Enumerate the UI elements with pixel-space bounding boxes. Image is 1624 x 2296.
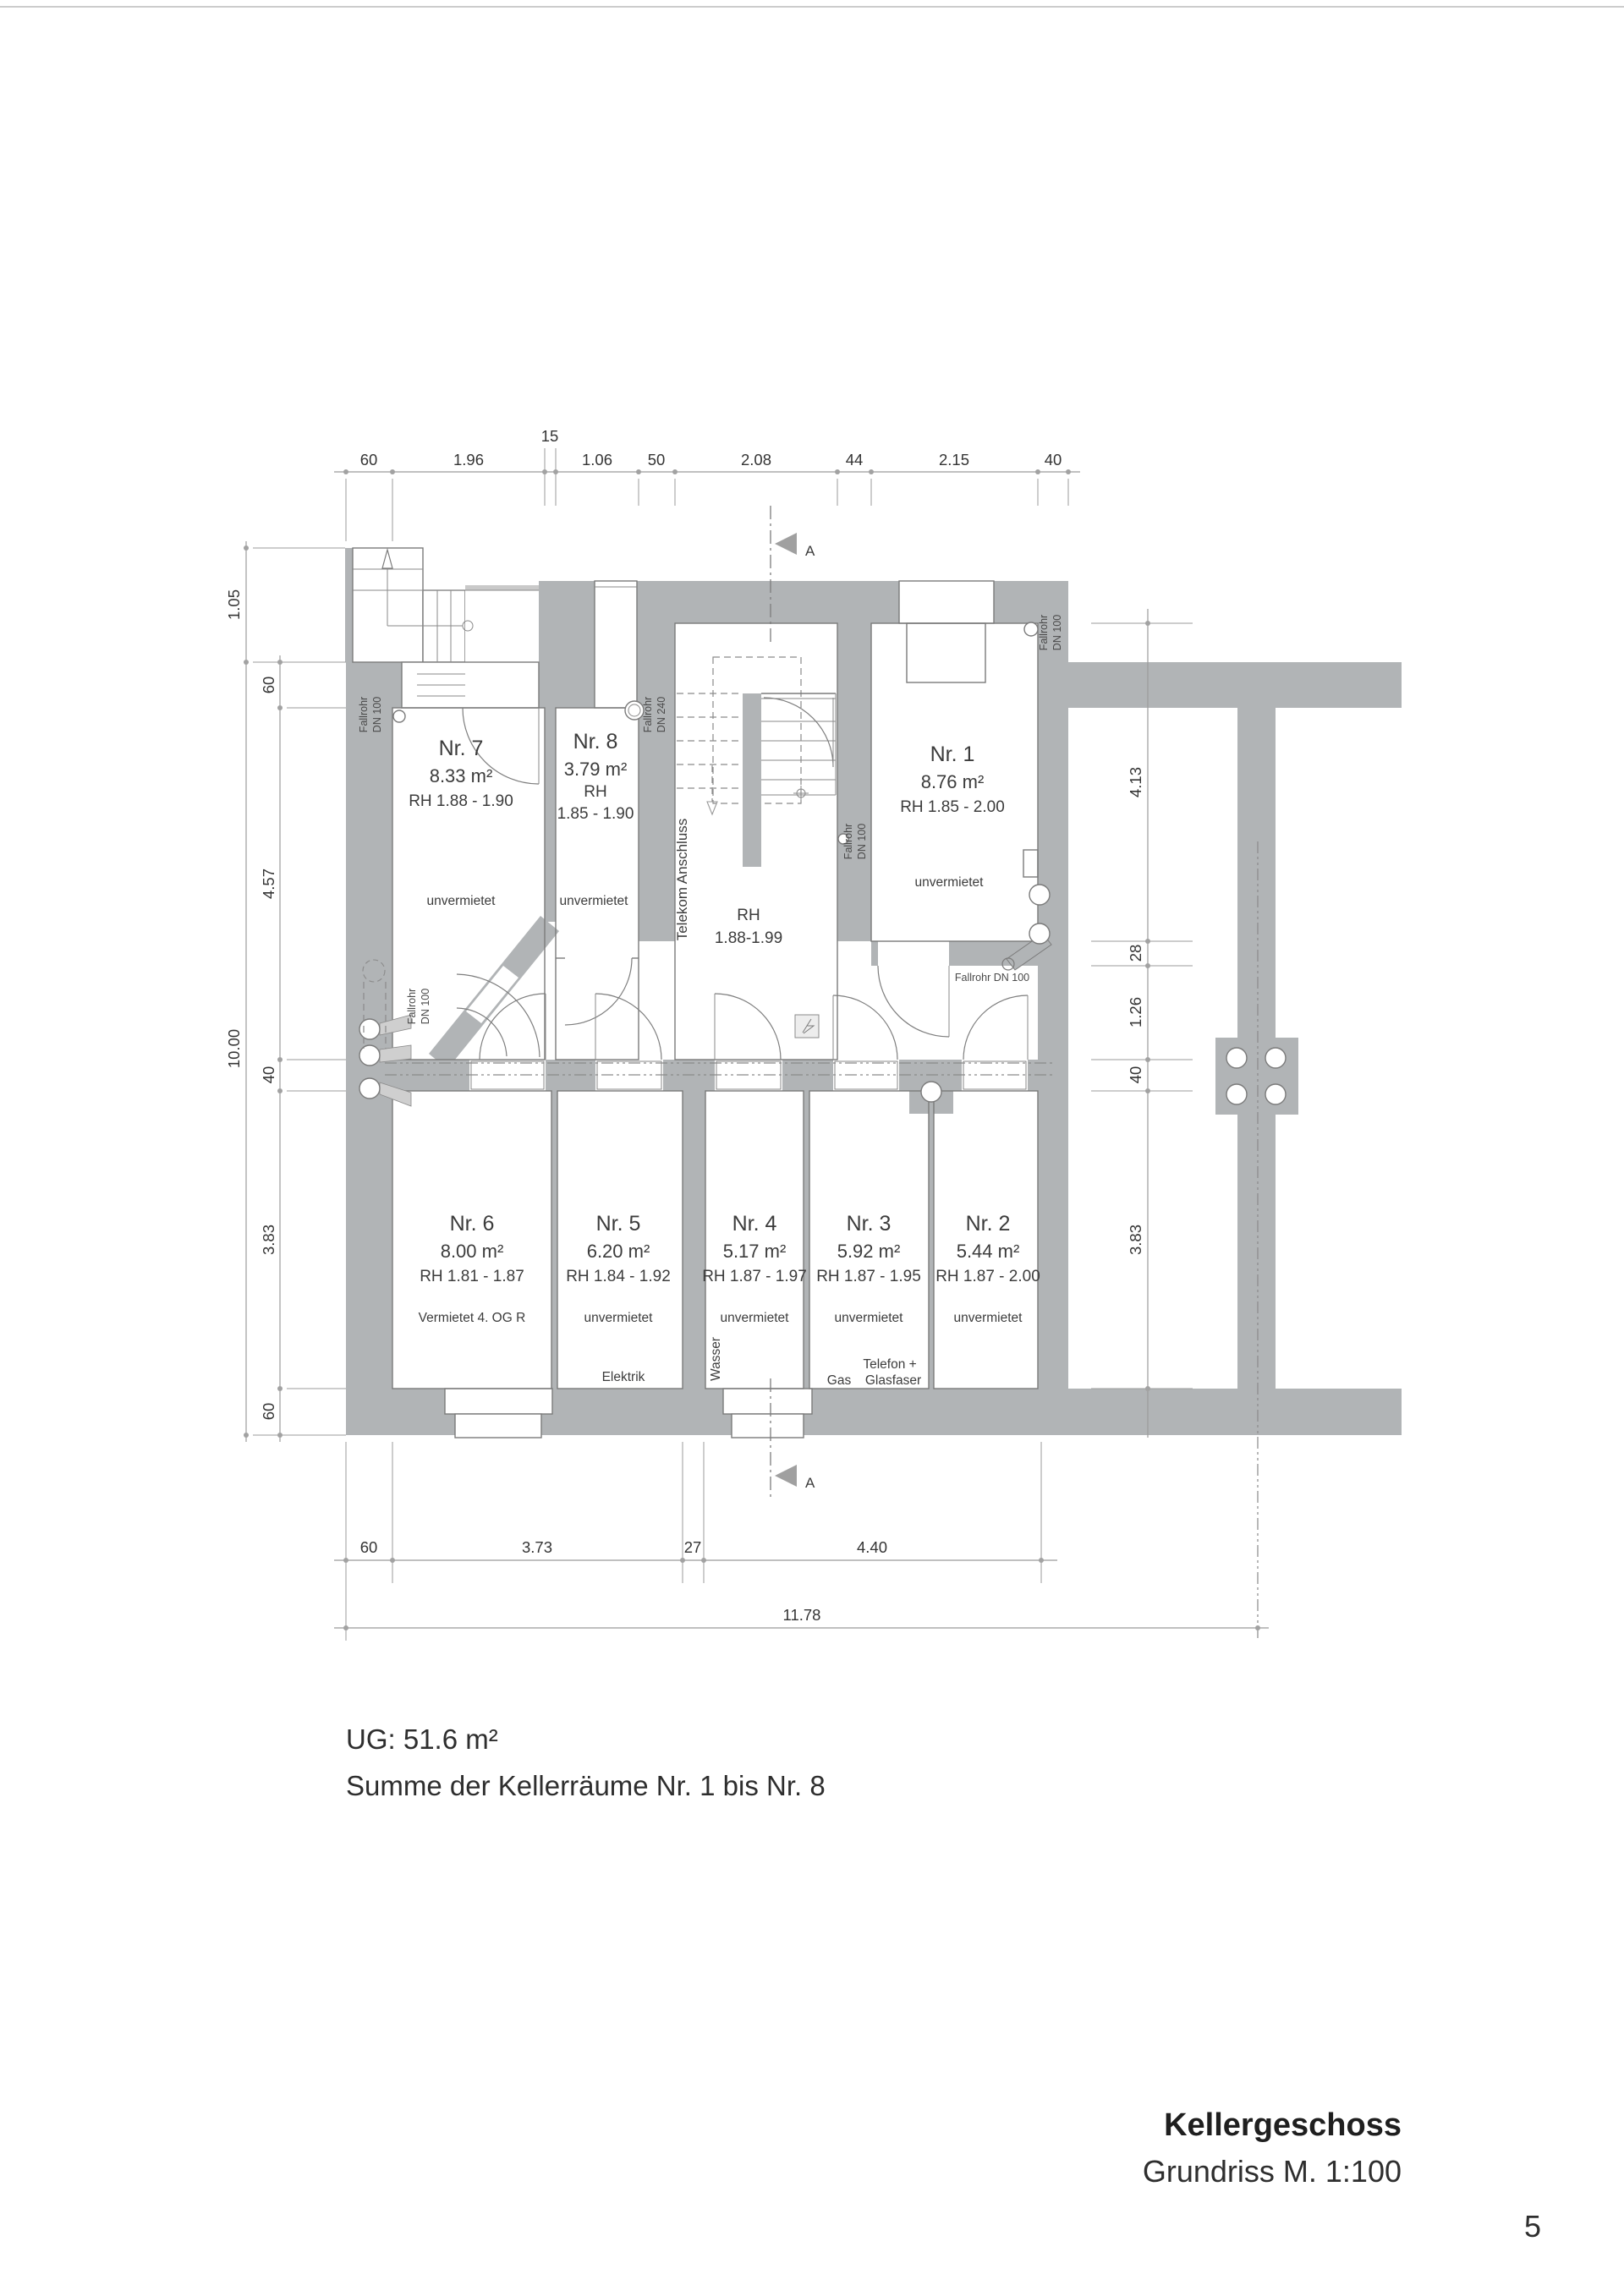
- svg-text:11.78: 11.78: [782, 1606, 821, 1624]
- svg-text:8.76 m²: 8.76 m²: [920, 771, 985, 792]
- svg-text:40: 40: [260, 1066, 277, 1084]
- svg-text:40: 40: [1044, 451, 1062, 469]
- summary-area: UG: 51.6 m²: [346, 1723, 498, 1755]
- svg-text:unvermietet: unvermietet: [834, 1311, 903, 1325]
- room-nr8-name: Nr. 8: [573, 730, 618, 753]
- label-elektrik: Elektrik: [601, 1370, 645, 1384]
- svg-text:RH 1.88 - 1.90: RH 1.88 - 1.90: [409, 792, 513, 810]
- label-telekom: Telekom Anschluss: [674, 818, 690, 941]
- page-number: 5: [1523, 2209, 1541, 2244]
- svg-text:1.85 - 1.90: 1.85 - 1.90: [557, 805, 634, 823]
- pipe-circle: [359, 1078, 380, 1099]
- svg-text:RH 1.87 - 1.97: RH 1.87 - 1.97: [702, 1268, 807, 1285]
- room-labels: [409, 730, 1040, 1388]
- hall-stairs: [677, 657, 836, 867]
- label-wasser: Wasser: [709, 1337, 723, 1381]
- room-nr5-name: Nr. 5: [595, 1212, 641, 1236]
- label-fallrohr-horizontal: Fallrohr DN 100: [954, 972, 1030, 984]
- label-gas: Gas: [826, 1373, 852, 1388]
- svg-text:unvermietet: unvermietet: [720, 1311, 789, 1325]
- svg-text:unvermietet: unvermietet: [426, 894, 496, 908]
- svg-text:RH 1.81 - 1.87: RH 1.81 - 1.87: [420, 1268, 524, 1285]
- svg-text:RH 1.87 - 2.00: RH 1.87 - 2.00: [935, 1268, 1040, 1285]
- svg-text:40: 40: [1127, 1066, 1144, 1084]
- wall-notch: [1023, 850, 1038, 877]
- svg-text:RH: RH: [584, 783, 607, 801]
- wall-telekom: [639, 708, 675, 941]
- dimensions-top: [334, 427, 1080, 541]
- svg-text:DN 100: DN 100: [1051, 614, 1063, 651]
- room-nr5-outline: [557, 1091, 683, 1389]
- dimensions-bottom: [334, 1442, 1269, 1641]
- svg-text:Vermietet 4. OG R: Vermietet 4. OG R: [418, 1311, 526, 1325]
- room-nr2-outline: [934, 1091, 1038, 1389]
- drawing-subtitle: Grundriss M. 1:100: [1142, 2154, 1402, 2189]
- svg-text:Fallrohr: Fallrohr: [358, 696, 370, 733]
- svg-text:60: 60: [260, 1402, 277, 1421]
- label-glasfaser: Glasfaser: [864, 1373, 922, 1388]
- dimensions-right: [1091, 609, 1193, 1438]
- pipe-circle: [1029, 885, 1050, 905]
- bay-nr1: [899, 581, 994, 623]
- svg-text:4.57: 4.57: [260, 868, 277, 900]
- svg-text:50: 50: [647, 451, 666, 469]
- svg-text:2.08: 2.08: [740, 451, 772, 469]
- label-fallrohr-left-mid: [406, 989, 431, 1024]
- svg-text:6.20 m²: 6.20 m²: [586, 1241, 650, 1262]
- room-nr3-name: Nr. 3: [846, 1212, 892, 1236]
- stair-door-arc: [764, 698, 833, 767]
- svg-text:RH 1.87 - 1.95: RH 1.87 - 1.95: [816, 1268, 921, 1285]
- svg-text:15: 15: [540, 427, 559, 445]
- svg-text:unvermietet: unvermietet: [559, 894, 628, 908]
- door-opening-nr1: [878, 941, 949, 966]
- svg-text:3.73: 3.73: [521, 1538, 553, 1556]
- svg-text:1.96: 1.96: [453, 451, 485, 469]
- svg-text:8.33 m²: 8.33 m²: [429, 765, 493, 786]
- svg-text:8.00 m²: 8.00 m²: [440, 1241, 504, 1262]
- vestibule-landing: [465, 590, 539, 662]
- svg-text:60: 60: [260, 676, 277, 694]
- svg-text:1.26: 1.26: [1127, 996, 1144, 1028]
- svg-text:DN 240: DN 240: [656, 696, 667, 733]
- door-arc-nr3: [833, 995, 897, 1060]
- svg-text:Fallrohr: Fallrohr: [642, 696, 654, 733]
- section-label-top: A: [805, 543, 815, 559]
- room-nr2-name: Nr. 2: [965, 1212, 1011, 1236]
- door-arc-nr8: [565, 958, 632, 1025]
- chimney-block: [1215, 1038, 1298, 1115]
- pipe-circle: [359, 1019, 380, 1039]
- pipe-circle: [1024, 622, 1038, 636]
- section-marker-top: [775, 533, 797, 555]
- pipe-circle-dn240: [625, 701, 644, 720]
- svg-text:5.17 m²: 5.17 m²: [722, 1241, 787, 1262]
- svg-text:unvermietet: unvermietet: [914, 875, 984, 890]
- room-nr4-name: Nr. 4: [732, 1212, 777, 1236]
- svg-text:DN 100: DN 100: [856, 823, 868, 860]
- svg-text:RH 1.85 - 2.00: RH 1.85 - 2.00: [900, 798, 1005, 816]
- svg-text:44: 44: [845, 451, 864, 469]
- svg-text:DN 100: DN 100: [420, 988, 431, 1025]
- svg-text:60: 60: [359, 451, 378, 469]
- svg-text:1.88-1.99: 1.88-1.99: [714, 929, 783, 947]
- svg-text:3.79 m²: 3.79 m²: [563, 759, 628, 780]
- bay-nr1-reveal: [907, 623, 985, 682]
- svg-text:unvermietet: unvermietet: [584, 1311, 653, 1325]
- svg-text:RH 1.84 - 1.92: RH 1.84 - 1.92: [566, 1268, 671, 1285]
- pipe-circle: [359, 1045, 380, 1066]
- svg-text:60: 60: [359, 1538, 378, 1556]
- pipe-circle: [393, 710, 405, 722]
- room-nr7-name: Nr. 7: [438, 737, 484, 760]
- label-telefon: Telefon +: [863, 1357, 917, 1372]
- svg-text:Fallrohr: Fallrohr: [1038, 614, 1050, 651]
- door-arc-nr5: [595, 994, 661, 1060]
- room-nr1-name: Nr. 1: [930, 743, 975, 766]
- section-marker-bottom: [775, 1465, 797, 1487]
- svg-text:10.00: 10.00: [225, 1028, 243, 1069]
- summary-caption: Summe der Kellerräume Nr. 1 bis Nr. 8: [346, 1770, 826, 1801]
- pipe-circle: [1029, 923, 1050, 944]
- svg-text:27: 27: [683, 1538, 702, 1556]
- svg-text:Fallrohr: Fallrohr: [406, 988, 418, 1025]
- svg-text:4.13: 4.13: [1127, 766, 1144, 798]
- svg-text:1.06: 1.06: [581, 451, 613, 469]
- svg-text:3.83: 3.83: [260, 1224, 277, 1256]
- window-niche-nr4: [723, 1389, 812, 1414]
- stair-spine-wall: [743, 693, 761, 867]
- dimensions-left: [225, 541, 346, 1442]
- room-nr6-outline: [392, 1091, 551, 1389]
- svg-text:5.44 m²: 5.44 m²: [956, 1241, 1020, 1262]
- room-nr3-outline: [809, 1091, 929, 1389]
- pipe-circle: [921, 1082, 941, 1102]
- svg-text:Fallrohr: Fallrohr: [842, 823, 854, 860]
- room-nr6-name: Nr. 6: [449, 1212, 495, 1236]
- svg-text:28: 28: [1127, 944, 1144, 962]
- window-niche-nr6: [445, 1389, 552, 1414]
- section-label-bottom: A: [805, 1475, 815, 1491]
- door-arc-nr2: [963, 995, 1028, 1060]
- svg-text:5.92 m²: 5.92 m²: [837, 1241, 901, 1262]
- bay-nr8: [595, 581, 637, 708]
- svg-text:2.15: 2.15: [938, 451, 970, 469]
- hall-rh: RH: [737, 907, 760, 924]
- svg-text:3.83: 3.83: [1127, 1224, 1144, 1256]
- svg-text:1.05: 1.05: [225, 589, 243, 621]
- door-arc-nr4: [715, 994, 781, 1060]
- svg-text:unvermietet: unvermietet: [953, 1311, 1023, 1325]
- svg-text:4.40: 4.40: [856, 1538, 888, 1556]
- svg-text:DN 100: DN 100: [371, 696, 383, 733]
- drawing-title: Kellergeschoss: [1164, 2107, 1402, 2143]
